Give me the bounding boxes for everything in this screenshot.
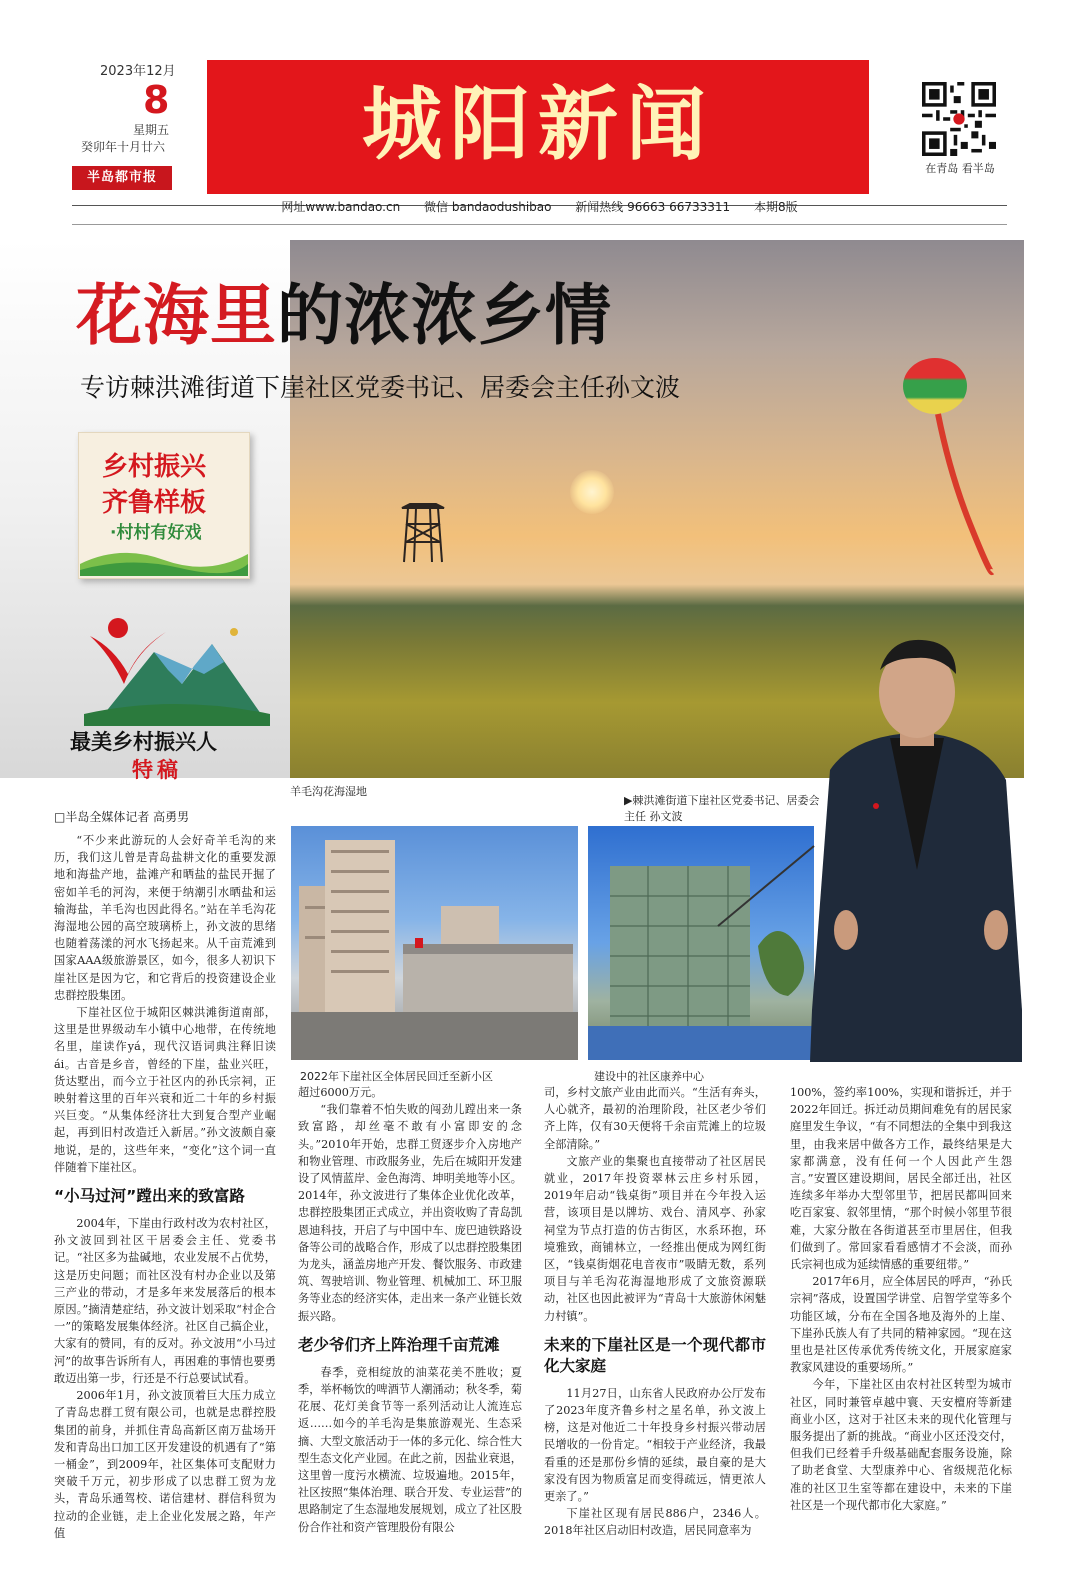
photo1-caption: 2022年下崖社区全体居民回迁至新小区: [300, 1070, 493, 1083]
construction-site-illustration: [588, 826, 814, 1060]
portrait-sun-wenbo: [810, 630, 1024, 1062]
revitalization-person-emblem: [84, 614, 270, 726]
residential-buildings-illustration: [291, 826, 578, 1060]
qr-caption: 在青岛 看半岛: [925, 162, 995, 175]
sunset-sun: [570, 470, 614, 514]
section-heading-3: 未来的下崖社区是一个现代都市化大家庭: [544, 1335, 766, 1375]
paragraph: 春季，竞相绽放的油菜花美不胜收；夏季，举杯畅饮的啤酒节人潮涌动；秋冬季，菊花展、花灯美食节等一系列活动让人流连忘返……如今的羊毛沟是集旅游观光、生态采摘、大型文旅活动于一体的多元化、综合性大型生态文化产业园。在此之前，因盐业衰退，这里曾一度污水横流、垃圾遍地。2015年，社区按照“集体治理、联合开发、专业运营”的思路制定了生态湿地发展规划，成立了社区股份合作社和资产管理股份有限公: [298, 1365, 523, 1534]
section-heading-2: 老少爷们齐上阵治理千亩荒滩: [298, 1335, 500, 1354]
hero-photo-caption: 羊毛沟花海湿地: [290, 785, 367, 798]
article-column-4: [790, 1084, 1012, 1534]
logo-line-2: 齐鲁样板: [102, 488, 207, 518]
paragraph: 超过6000万元。: [298, 1086, 383, 1099]
article-column-2: [298, 1084, 522, 1534]
headline-red-part: 花海里: [76, 276, 277, 354]
paragraph: 下崖社区位于城阳区棘洪滩街道南部，这里是世界级动车小镇中心地带，在传统地名里，崖读作yá，现代汉语词典注释旧读ái。古音是乡音，曾经的下崖，盐业兴旺，货达墅出，而今立于社区内的孙氏宗祠，正映射着这里的百年兴衰和近二十年的乡村振兴巨变。“从集体经济壮大到复合型产业崛起，再到旧村改造迁入新居。”孙文波颇自豪地说，是的，这些年来，“变化”这个词一直伴随着下崖社区。: [54, 1006, 276, 1174]
article-headline: [76, 262, 612, 357]
paragraph: 下崖社区现有居民886户，2346人。2018年社区启动旧村改造，居民同意率为: [544, 1507, 766, 1538]
issue-weekday: 星期五: [133, 123, 170, 137]
headline-black-part: 的浓浓乡情: [277, 276, 612, 354]
paragraph: 11月27日，山东省人民政府办公厅发布了2023年度齐鲁乡村之星名单，孙文波上榜，这是对他近二十年投身乡村振兴带动居民增收的一份肯定。“相较于产业经济，我最看重的还是那份乡情的延续，最自豪的是大家没有因为物质富足而变得疏远，情更浓人更亲了。”: [544, 1386, 766, 1504]
article-subhead: 专访棘洪滩街道下崖社区党委书记、居委会主任孙文波: [80, 373, 681, 402]
emblem-title: 最美乡村振兴人: [70, 730, 217, 754]
green-hills-icon: [80, 538, 248, 576]
balloon-streamer: [930, 414, 1000, 574]
news-hotline: 新闻热线 96663 66733311: [575, 200, 731, 214]
info-bar: [72, 198, 1007, 215]
article-column-1: [54, 832, 276, 1540]
brand-logo: 半岛都市报: [72, 166, 172, 190]
paragraph: 司，乡村文旅产业由此而兴。“生活有奔头，人心就齐，最初的治理阶段，社区老少爷们齐上阵，仅有30天便将千余亩荒滩上的垃圾全部清除。”: [544, 1086, 766, 1151]
paragraph: 2004年，下崖由行政村改为农村社区，孙文波回到社区干居委会主任、党委书记。“社区多为盐碱地，农业发展不占优势，这是历史问题；而社区没有村办企业以及第三产业的带动，才是多年来发展落后的根本原因。”摘清楚症结，孙文波计划采取“村企合一”的策略发展集体经济。社区自己搞企业，大家有的赞同，有的反对。孙文波用“小马过河”的故事告诉所有人，再困难的事情也要勇敢迈出第一步，行还是不行总要试试看。: [54, 1217, 276, 1385]
issue-day: 8: [143, 78, 170, 122]
logo-line-3: ·村村有好戏: [110, 523, 202, 543]
paragraph: 2006年1月，孙文波顶着巨大压力成立了青岛忠群工贸有限公司，也就是忠群控股集团的前身，并抓住青岛高新区南万盐场开发和青岛出口加工区开发建设的机遇有了“第一桶金”，到2009年，社区集体可支配财力突破千万元，初步形成了以忠群工贸为龙头，青岛乐通驾校、诺信建材、群信科贸为拉动的企业链，走上企业化发展之路，年产值: [54, 1389, 276, 1540]
wechat-id: 微信 bandaodushibao: [424, 200, 552, 214]
paragraph: 文旅产业的集聚也直接带动了社区居民就业，2017年投资翠林云庄乡村乐园，2019年启动“钱桌街”项目并在今年投入运营，该项目是以牌坊、戏台、清风亭、孙家祠堂为节点打造的仿古街区，水系环抱，环境雅致，商铺林立，一经推出便成为网红街区，“钱桌街烟花电音夜市”吸睛无数，系列项目与羊毛沟花海湿地形成了文旅资源联动，社区也因此被评为“青岛十大旅游休闲魅力村镇”。: [544, 1154, 766, 1323]
person-photo-caption: ▶棘洪滩街道下崖社区党委书记、居委会主任 孙文波: [624, 794, 820, 823]
issue-date: [75, 60, 195, 155]
article-column-3: [544, 1084, 766, 1538]
photo2-caption: 建设中的社区康养中心: [594, 1070, 704, 1083]
qr-code-icon: [922, 82, 996, 156]
page-count: 本期8版: [754, 200, 798, 214]
masthead-title: 城阳新闻: [362, 77, 714, 171]
paragraph: 今年，下崖社区由农村社区转型为城市社区，同时兼管卓越中寰、天安檀府等新建商业小区，这对于社区未来的现代化管理与服务提出了新的挑战。“商业小区还没交付，但我们已经着手升级基础配套服务设施，除了助老食堂、大型康养中心、省级规范化标准的社区卫生室等都在建设中，未来的下崖社区是一个现代都市化大家庭。”: [790, 1378, 1012, 1512]
balloon-icon: [903, 358, 967, 414]
paragraph: “不少来此游玩的人会好奇羊毛沟的来历，我们这儿曾是青岛盐耕文化的重要发源地和海盐产地，盐滩产和晒盐的盐民开掘了密如羊毛的河沟，来便于纳潮引水晒盐和运输海盐，羊毛沟也因此得名。”站在羊毛沟花海湿地公园的高空玻璃桥上，孙文波的思绪也随着荡漾的河水飞扬起来。从千亩荒滩到国家AAA级旅游景区，如今，很多人初识下崖社区是因为它，和它背后的投资建设企业忠群控股集团。: [54, 834, 276, 1002]
paragraph: 2017年6月，应全体居民的呼声，“孙氏宗祠”落成，设置国学讲堂、启智学堂等多个功能区域，分布在全国各地及海外的上崖、下崖孙氏族人有了共同的精神家园。“现在这里也是社区传承优秀传统文化，开展家庭家教家风建设的重要场所。”: [790, 1275, 1012, 1375]
byline: □半岛全媒体记者 高勇男: [54, 810, 190, 824]
logo-line-1: 乡村振兴: [102, 452, 207, 482]
website-link[interactable]: 网址www.bandao.cn: [281, 200, 401, 214]
emblem-subtitle: 特稿: [132, 758, 182, 782]
section-heading-1: “小马过河”蹚出来的致富路: [54, 1187, 245, 1206]
issue-year-month: 2023年12月: [100, 64, 176, 79]
bottom-rule: [72, 224, 1007, 225]
issue-lunar-date: 癸卯年十月廿六: [81, 140, 166, 154]
observation-tower-icon: [396, 502, 450, 562]
paragraph: “我们靠着不怕失败的闯劲儿蹚出来一条致富路，却丝毫不敢有小富即安的念头。”2010年开始，忠群工贸逐步介入房地产和物业管理、市政服务业，先后在城阳开发建设了风情蓝岸、金色海湾、坤明美地等小区。2014年，孙文波进行了集体企业优化改革，忠群控股集团正式成立，并出资收购了青岛凯恩迪科技，开启了与中国中车、庞巴迪铁路设备等公司的战略合作，形成了以忠群控股集团为龙头，涵盖房地产开发、餐饮服务、市政建筑、驾驶培训、物业管理、机械加工、环卫服务等业态的经济实体，走出来一条产业链长效振兴路。: [298, 1103, 522, 1323]
paragraph: 100%，签约率100%，实现和谐拆迁，并于2022年回迁。拆迁动员期间难免有的居民家庭里发生争议，“有不同想法的全集中到我这里，由我来居中做各方工作，最终结果是大家都满意，没有任何一个人因此产生怨言。”安置区建设期间，居民全部迁出，社区连续多年举办大型邻里节，把居民都叫回来吃百家宴、叙邻里情，“那个时候小邻里节很难，大家分散在各街道甚至市里居住，但我们做到了。常回家看看感情才不会淡，而孙氏宗祠也成为延续情感的重要纽带。”: [790, 1086, 1012, 1272]
